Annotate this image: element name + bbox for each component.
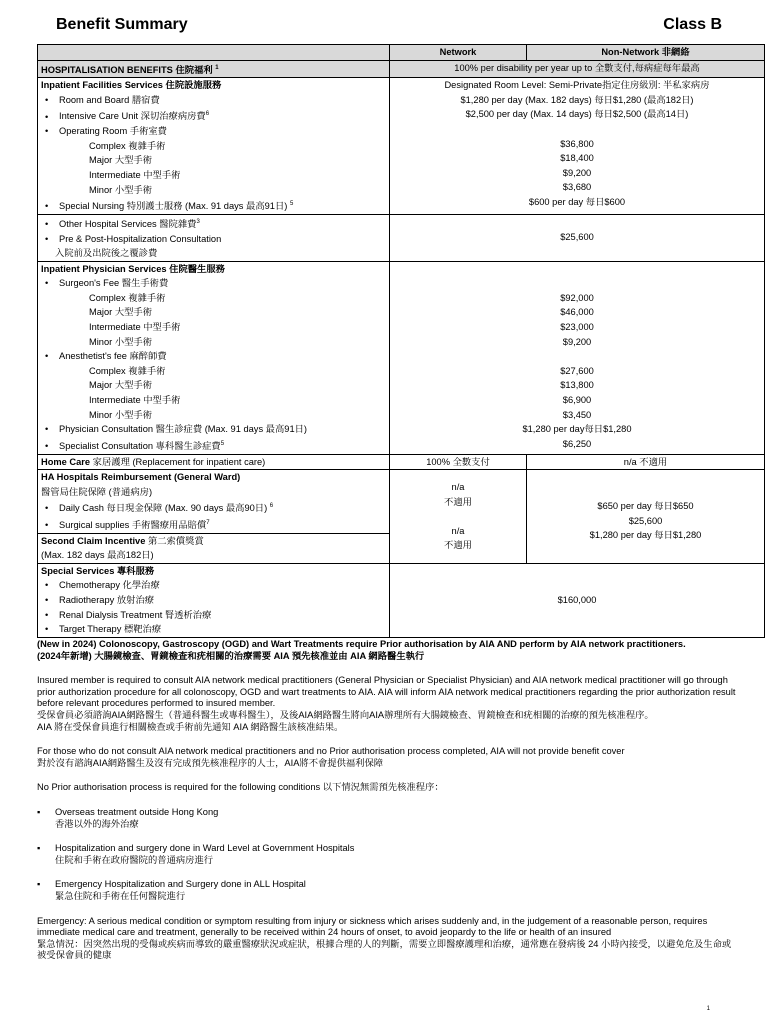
section-title: Inpatient Physician Services 住院醫生服務 xyxy=(41,263,225,274)
notes-paragraph: Insured member is required to consult AIA network medical practitioners (General Physician or Specialist Physician) and AIA network medical practitioner will go through prior authorization procedure for all colonoscopy, OGD and wart treatments to AIA. AIA will inform AIA network medical practitioners regarding the prior authorization result before relevant procedures performed to insured member. xyxy=(37,675,736,709)
list-item: • Physician Consultation 醫生診症費 (Max. 91 days 最高91日) xyxy=(41,422,386,437)
list-item: • Anesthetist's fee 麻醉師費 xyxy=(41,349,386,364)
list-item: • Surgeon's Fee 醫生手術費 xyxy=(41,276,386,291)
hospitalisation-label: HOSPITALISATION BENEFITS 住院福利 xyxy=(41,64,213,75)
value-cell: $13,800 xyxy=(560,380,594,391)
value-cell: $23,000 xyxy=(560,322,594,333)
list-item: • Intensive Care Unit 深切治療病房費$^6$ xyxy=(41,107,386,124)
second-claim-label: Second Claim Incentive xyxy=(41,535,146,546)
list-item: • Pre & Post-Hospitalization Consultation xyxy=(41,232,386,247)
value-cell: $1,280 per day每日$1,280 xyxy=(522,424,632,435)
sub-item: Complex 複雜手術 xyxy=(89,292,166,303)
value-cell: $650 per day 每日$650 xyxy=(597,501,694,512)
notes-paragraph-zh: 對於沒有諮詢AIA網路醫生及沒有完成預先核准程序的人士，AIA將不會提供福利保障 xyxy=(37,757,384,768)
value-cell: $160,000 xyxy=(557,595,597,606)
ha-reimbursement-row xyxy=(38,470,765,534)
home-care-nonnetwork: n/a 不適用 xyxy=(527,454,765,470)
sub-item: Intermediate 中型手術 xyxy=(89,395,181,406)
list-item: • Operating Room 手術室費 xyxy=(41,124,386,139)
sub-item: Minor 小型手術 xyxy=(89,336,153,347)
sub-item: Major 大型手術 xyxy=(89,380,153,391)
second-claim-label-zh: 第二索償獎賞 xyxy=(145,535,204,546)
notes-bullet: ▪ Emergency Hospitalization and Surgery done in ALL Hospital 緊急住院和手術在任何醫院進行 xyxy=(37,879,737,902)
value-cell: $1,280 per day 每日$1,280 xyxy=(589,530,702,541)
list-item: • Renal Dialysis Treatment 腎透析治療 xyxy=(41,608,386,623)
hospitalisation-value: 100% per disability per year up to 全數支付,每病症每年最高 xyxy=(390,60,765,78)
notes-section xyxy=(37,639,737,962)
value-cell: 不適用 xyxy=(444,540,472,551)
section-title: HA Hospitals Reimbursement (General Ward) xyxy=(41,472,241,483)
sub-item: Minor 小型手術 xyxy=(89,409,153,420)
notes-paragraph: Emergency: A serious medical condition or symptom resulting from injury or sickness which arises suddenly and, in the judgement of a reasonable person, requires immediate medical care and treatment, generally to be received within 24 hours of onset, to avoid jeopardy to the life or health of an insured xyxy=(37,915,708,938)
value-cell: $25,600 xyxy=(628,515,663,526)
notes-heading-zh: (2024年新增) 大腸鏡檢查、胃鏡檢查和疣相關的治療需要 AIA 預先核准並由 AIA 網路醫生執行 xyxy=(37,650,425,661)
section-title: Special Services 專科服務 xyxy=(41,565,155,576)
value-cell: $25,600 xyxy=(560,232,594,243)
value-cell: $18,400 xyxy=(560,153,594,164)
list-item: • Surgical supplies 手術醫療用品賠償$^7$ xyxy=(41,516,386,533)
inpatient-physician-row xyxy=(38,261,765,454)
home-care-label: Home Care xyxy=(41,456,91,467)
network-header: Network xyxy=(390,45,527,61)
value-cell: 不適用 xyxy=(444,496,472,507)
value-cell: $27,600 xyxy=(560,365,594,376)
notes-paragraph-zh: 受保會員必須諮詢AIA網路醫生（普通科醫生或專科醫生），及後AIA網路醫生將向AIA辦理所有大腸鏡檢查、胃鏡檢查和疣相關的治療的預先核准程序。 xyxy=(37,709,654,720)
value-cell: n/a xyxy=(451,525,465,536)
notes-paragraph: For those who do not consult AIA network medical practitioners and no Prior authorisation process completed, AIA will not provide benefit cover xyxy=(37,746,625,757)
value-cell: n/a xyxy=(451,481,465,492)
value-cell: $2,500 per day (Max. 14 days) 每日$2,500 (最高14日) xyxy=(465,109,689,120)
value-cell: $6,900 xyxy=(562,395,592,406)
value-cell: $46,000 xyxy=(560,307,594,318)
notes-bullet: ▪ Hospitalization and surgery done in Ward Level at Government Hospitals 住院和手術在政府醫院的普通病房進行 xyxy=(37,843,737,866)
value-cell: $3,680 xyxy=(562,182,592,193)
notes-heading-en: (New in 2024) Colonoscopy, Gastroscopy (OGD) and Wart Treatments require Prior authorisation by AIA AND perform by AIA network practitioners. xyxy=(37,639,686,649)
list-item: • Specialist Consultation 專科醫生診症費$^5$ xyxy=(41,437,386,454)
notes-paragraph-zh: AIA 將在受保會員進行相關檢查或手術前先通知 AIA 網路醫生該核准結果。 xyxy=(37,721,344,732)
sub-item: Complex 複雜手術 xyxy=(89,365,166,376)
list-item-zh: 入院前及出院後之覆診費 xyxy=(55,248,158,259)
home-care-row xyxy=(38,454,765,470)
footnote-ref: 1 xyxy=(215,64,219,71)
notes-paragraph: No Prior authorisation process is required for the following conditions 以下情況無需預先核准程序： xyxy=(37,782,444,793)
list-item: • Chemotherapy 化學治療 xyxy=(41,578,386,593)
other-hospital-row xyxy=(38,214,765,261)
page-title: Benefit Summary xyxy=(56,16,188,33)
value-cell: $6,250 xyxy=(562,438,592,449)
sub-item: Major 大型手術 xyxy=(89,155,153,166)
value-cell: $9,200 xyxy=(562,336,592,347)
notes-paragraph-zh: 緊急情況：因突然出現的受傷或疾病而導致的嚴重醫療狀況或症狀，根據合理的人的判斷，需要立即醫療護理和治療，通常應在發病後 24 小時內接受，以避免危及生命或被受保會員的健康 xyxy=(37,938,732,961)
hospitalisation-row xyxy=(38,60,765,78)
sub-item: Major 大型手術 xyxy=(89,307,153,318)
value-cell: $36,800 xyxy=(560,138,594,149)
nonnetwork-header: Non-Network 非網絡 xyxy=(527,45,765,61)
value-cell: $1,280 per day (Max. 182 days) 每日$1,280 (最高182日) xyxy=(460,94,694,105)
section-title: Inpatient Facilities Services 住院設施服務 xyxy=(41,80,222,91)
page-number: 1 xyxy=(706,1006,710,1012)
sub-item: Intermediate 中型手術 xyxy=(89,322,181,333)
list-item: • Special Nursing 特別護士服務 (Max. 91 days 最高91日) $^5$ xyxy=(41,197,386,214)
notes-bullet: ▪ Overseas treatment outside Hong Kong 香港以外的海外治療 xyxy=(37,807,737,830)
value-cell: $92,000 xyxy=(560,292,594,303)
section-subtitle: 醫管局住院保障 (普通病房) xyxy=(41,486,153,497)
list-item: • Daily Cash 每日現金保障 (Max. 90 days 最高90日) $^6$ xyxy=(41,499,386,516)
list-item: • Target Therapy 標靶治療 xyxy=(41,622,386,637)
value-cell: $3,450 xyxy=(562,409,592,420)
home-care-desc: 家居護理 (Replacement for inpatient care) xyxy=(90,456,266,467)
home-care-network: 100% 全數支付 xyxy=(390,454,527,470)
special-services-row xyxy=(38,563,765,637)
inpatient-facilities-row xyxy=(38,78,765,215)
value-cell: Designated Room Level: Semi-Private指定住房級別: 半私家病房 xyxy=(444,80,710,91)
value-cell: $9,200 xyxy=(562,167,592,178)
page-header xyxy=(40,14,722,40)
sub-item: Intermediate 中型手術 xyxy=(89,169,181,180)
value-cell: $600 per day 每日$600 xyxy=(528,197,626,208)
list-item: • Radiotherapy 放射治療 xyxy=(41,593,386,608)
sub-item: Minor 小型手術 xyxy=(89,184,153,195)
list-item: • Room and Board 膳宿費 xyxy=(41,93,386,108)
list-item: • Other Hospital Services 醫院雜費$^3$ xyxy=(41,215,386,232)
sub-item: Complex 複雜手術 xyxy=(89,140,166,151)
class-label: Class B xyxy=(663,16,722,33)
benefit-table xyxy=(37,44,765,638)
table-header-row xyxy=(38,45,765,61)
second-claim-sub: (Max. 182 days 最高182日) xyxy=(41,550,154,561)
